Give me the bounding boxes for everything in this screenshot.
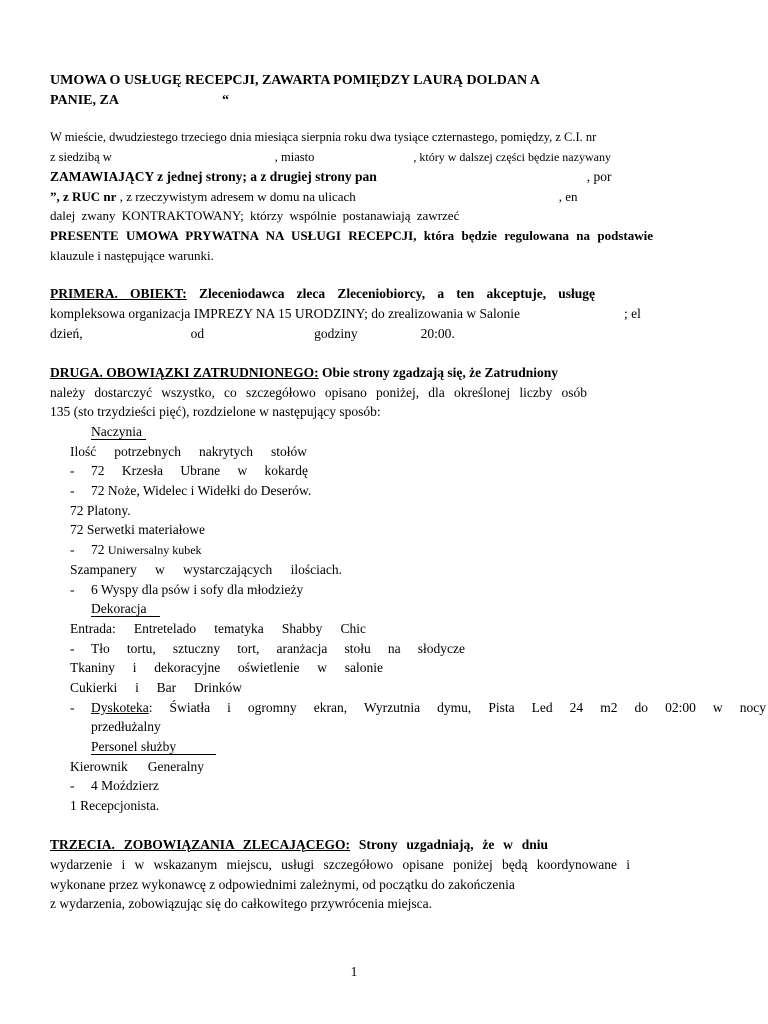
dash-marker: - <box>70 542 75 558</box>
dekoracja-label: Dekoracja <box>91 601 160 617</box>
item-kubek-number: 72 <box>91 542 105 558</box>
primera-line-2a: kompleksowa organizacja IMPREZY NA 15 URODZINY; do zrealizowania w Salonie <box>50 306 521 321</box>
item-dyskoteka-continued: przedłużalny <box>91 719 161 735</box>
heading-dekoracja <box>70 599 768 619</box>
item-noze-text: 72 Noże, Widelec i Widełki do Deserów. <box>91 483 312 499</box>
intro-line-1: W mieście, dwudziestego trzeciego dnia miesiąca sierpnia roku dwa tysiące czternastego, pomiędzy, z C.I. nr <box>50 130 597 144</box>
item-mozdzierz-text: 4 Moździerz <box>91 778 159 794</box>
item-recepcjonista: 1 Recepcjonista. <box>70 798 160 814</box>
dash-marker: - <box>70 640 75 656</box>
heading-naczynia <box>70 422 768 442</box>
intro-line-2a: z siedzibą w <box>50 149 112 164</box>
heading-personel <box>70 737 768 757</box>
item-ilosc: Ilość potrzebnych nakrytych stołów <box>70 443 307 459</box>
trzecia-line-2: wydarzenie i w wskazanym miejscu, usługi szczegółowo opisane poniżej będą koordynowane i <box>50 857 630 872</box>
primera-line-1 <box>50 284 595 304</box>
item-kierownik: Kierownik Generalny <box>70 758 204 774</box>
intro-line-6: PRESENTE UMOWA PRYWATNA NA USŁUGI RECEPCJI, która będzie regulowana na podstawie <box>50 227 653 243</box>
item-kubek <box>70 540 768 560</box>
item-entrada: Entrada: Entretelado tematyka Shabby Chic <box>70 620 366 636</box>
item-dyskoteka-text: : Światła i ogromny ekran, Wyrzutnia dymu, Pista Led 24 m2 do 02:00 w nocy <box>148 699 766 715</box>
primera-line-1-text: Zleceniodawca zleca Zleceniobiorcy, a ten akceptuje, usługę <box>199 286 596 301</box>
section-druga <box>50 363 587 422</box>
intro-line-3b: , por <box>586 169 612 185</box>
primera-line-2b: ; el <box>624 306 641 321</box>
item-dyskoteka <box>70 698 768 718</box>
primera-line-3b: od <box>190 325 205 341</box>
dash-marker: - <box>70 778 75 794</box>
druga-line-3: 135 (sto trzydzieści pięć), rozdzielone w następujący sposób: <box>50 404 381 420</box>
intro-line-3a: ZAMAWIAJĄCY z jednej strony; a z drugiej strony pan <box>50 169 377 185</box>
druga-line-2: należy dostarczyć wszystko, co szczegółowo opisano poniżej, dla określonej liczby osób <box>50 384 587 400</box>
section-primera <box>50 284 595 304</box>
intro-line-2 <box>50 148 653 168</box>
trzecia-line-4: z wydarzenia, zobowiązując się do całkowitego przywrócenia miejsca. <box>50 896 432 912</box>
trzecia-line-1 <box>50 835 548 855</box>
intro-line-7: klauzule i następujące warunki. <box>50 247 214 263</box>
item-serwetki: 72 Serwetki materiałowe <box>70 522 205 538</box>
primera-line-3d: 20:00. <box>420 325 455 341</box>
druga-heading: DRUGA. OBOWIĄZKI ZATRUDNIONEGO: <box>50 365 319 380</box>
item-tkaniny: Tkaniny i dekoracyjne oświetlenie w salonie <box>70 660 383 676</box>
section-trzecia <box>50 835 548 855</box>
dash-marker: - <box>70 699 75 715</box>
section-trzecia-body <box>50 855 653 914</box>
section-primera-body <box>50 304 653 343</box>
druga-line-1-text: Obie strony zgadzają się, że Zatrudniony <box>322 365 559 380</box>
contract-title <box>50 71 653 110</box>
dash-marker: - <box>70 581 75 597</box>
item-krzesla <box>70 461 768 481</box>
intro-line-2b: , miasto <box>274 149 315 164</box>
intro-line-4b: , z rzeczywistym adresem w domu na ulicach <box>116 188 356 204</box>
trzecia-line-1-text: Strony uzgadniają, że w dniu <box>358 837 548 852</box>
item-krzesla-text: 72 Krzesła Ubrane w kokardę <box>91 463 308 479</box>
item-tlo-text: Tło tortu, sztuczny tort, aranżacja stołu na słodycze <box>91 640 465 656</box>
intro-line-4 <box>50 187 653 207</box>
trzecia-heading: TRZECIA. ZOBOWIĄZANIA ZLECAJĄCEGO: <box>50 837 351 852</box>
dash-marker: - <box>70 483 75 499</box>
intro-paragraph <box>50 128 653 265</box>
intro-line-4c: , en <box>558 188 578 204</box>
trzecia-line-3: wykonane przez wykonawcę z odpowiednimi zależnymi, od początku do zakończenia <box>50 876 515 892</box>
primera-line-3a: dzień, <box>50 325 83 341</box>
intro-line-3 <box>50 167 653 187</box>
title-line-1: UMOWA O USŁUGĘ RECEPCJI, ZAWARTA POMIĘDZY LAURĄ DOLDAN A <box>50 73 540 88</box>
intro-line-5: dalej zwany KONTRAKTOWANY; którzy wspólnie postanawiają zawrzeć <box>50 208 460 224</box>
primera-line-3 <box>50 324 653 344</box>
title-line-2 <box>50 91 653 111</box>
primera-line-2 <box>50 304 653 324</box>
primera-line-3c: godziny <box>314 325 358 341</box>
title-line-2-text: PANIE, ZA <box>50 92 119 108</box>
intro-line-4a: ”, z RUC nr <box>50 188 117 204</box>
naczynia-label: Naczynia <box>91 424 146 440</box>
primera-heading: PRIMERA. OBIEKT: <box>50 286 187 301</box>
dash-marker: - <box>70 463 75 479</box>
druga-line-1 <box>50 363 580 383</box>
item-noze <box>70 481 768 501</box>
item-kubek-text: Uniwersalny kubek <box>107 543 202 558</box>
item-wyspy-text: 6 Wyspy dla psów i sofy dla młodzieży <box>91 581 304 597</box>
dyskoteka-label: Dyskoteka <box>91 699 149 715</box>
item-szampanery: Szampanery w wystarczających ilościach. <box>70 561 342 577</box>
item-platony: 72 Platony. <box>70 502 131 518</box>
page-number: 1 <box>350 964 358 979</box>
items-list <box>70 422 768 816</box>
personel-label: Personel służby <box>91 739 216 755</box>
item-wyspy <box>70 580 768 600</box>
intro-line-2c: , który w dalszej części będzie nazywany <box>413 149 611 164</box>
item-cukierki: Cukierki i Bar Drinków <box>70 679 242 695</box>
item-mozdzierz <box>70 776 768 796</box>
item-tlo <box>70 639 768 659</box>
title-quote: “ <box>221 92 229 108</box>
